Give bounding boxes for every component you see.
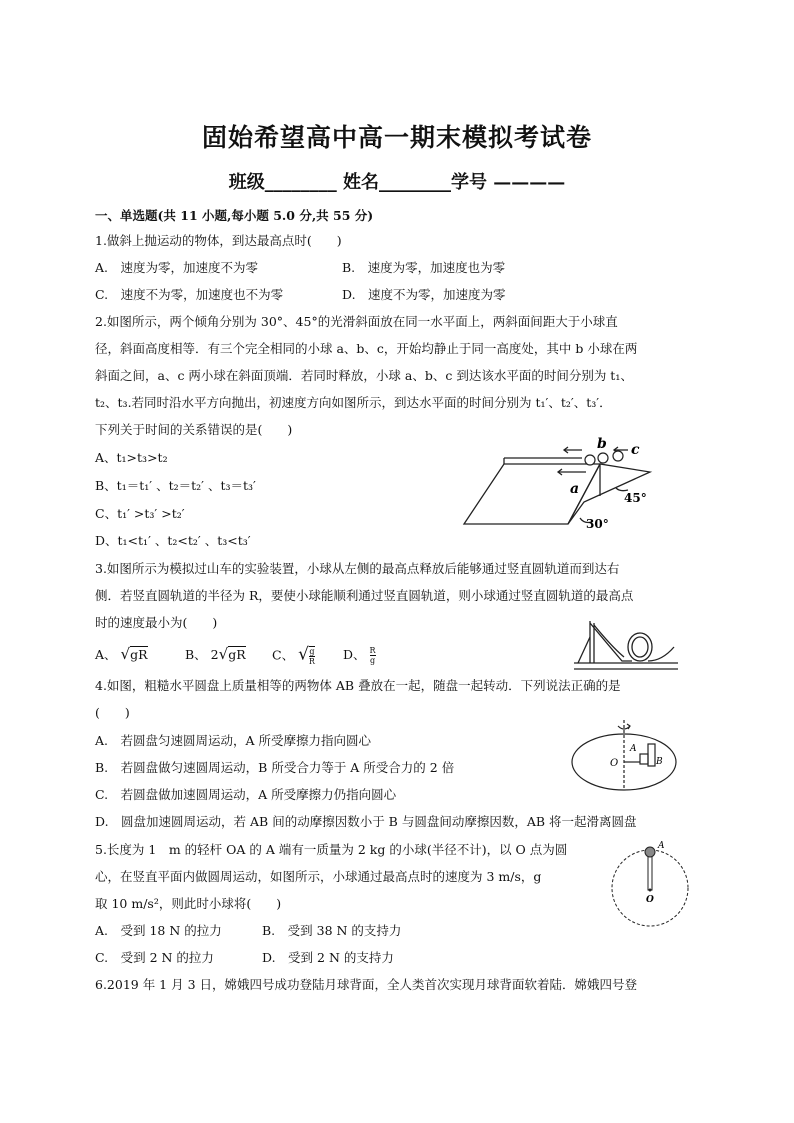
angle-30-label: 30° [586, 517, 609, 531]
q3-option-d [343, 646, 376, 665]
label-c: c [631, 442, 640, 458]
q2-inclines-figure [460, 436, 660, 532]
q3-option-d-den: g [369, 656, 376, 665]
q3-option-b [185, 646, 246, 663]
q2-option-b: B、t₁＝t₁′ 、t₂＝t₂′ 、t₃＝t₃′ [95, 478, 256, 493]
q3-loop-track-figure [570, 617, 682, 673]
angle-45-label: 45° [624, 491, 647, 505]
q3-option-a [95, 646, 148, 663]
label-a: A [630, 744, 637, 754]
label-b: b [597, 436, 607, 452]
q4-option-b: B. 若圆盘做匀速圆周运动，B 所受合力等于 A 所受合力的 2 倍 [95, 760, 455, 775]
q1-option-d: D. 速度不为零，加速度为零 [342, 287, 506, 302]
q3-option-c-label: C、 [272, 647, 295, 663]
label-a: a [570, 481, 580, 497]
label-a: A [658, 841, 665, 851]
q3-line-1: 3.如图所示为模拟过山车的实验装置，小球从左侧的最高点释放后能够通过竖直圆轨道而到达右 [95, 561, 620, 576]
label-b: B [656, 757, 663, 767]
q3-option-d-num: R [369, 646, 376, 655]
ball-c-icon [613, 451, 623, 461]
q2-option-a: A、t₁>t₃>t₂ [95, 450, 168, 465]
q3-option-c [272, 646, 315, 666]
q3-option-a-label: A、 [95, 647, 117, 662]
q2-line-4: t₂、t₃.若同时沿水平方向抛出，初速度方向如图所示，到达水平面的时间分别为 t₁′、t₂′、t₃′． [95, 395, 612, 410]
section-heading: 一、单选题(共 11 小题,每小题 5.0 分,共 55 分) [95, 208, 374, 223]
q5-option-b: B. 受到 38 N 的支持力 [262, 923, 402, 938]
q3-option-b-expr: gR [228, 647, 246, 662]
sqrt-icon: √ [298, 644, 309, 665]
q1-option-c: C. 速度不为零，加速度也不为零 [95, 287, 284, 302]
rod-icon [648, 856, 652, 890]
page-title: 固始希望高中高一期末模拟考试卷 [201, 123, 592, 152]
q1-option-a: A. 速度为零，加速度不为零 [95, 260, 259, 275]
ball-b-icon [598, 453, 608, 463]
sqrt-icon: √ [120, 645, 131, 663]
q4-option-a: A. 若圆盘匀速圆周运动，A 所受摩擦力指向圆心 [95, 733, 372, 748]
q4-line-2: ( ) [95, 705, 130, 720]
q3-option-a-expr: gR [130, 647, 148, 662]
q1-option-b: B. 速度为零，加速度也为零 [342, 260, 506, 275]
sqrt-icon: √ [218, 645, 229, 663]
q2-line-1: 2.如图所示，两个倾角分别为 30°、45°的光滑斜面放在同一水平面上，两斜面间距大于小球直 [95, 314, 618, 329]
student-info-line: 班级________ 姓名________学号 ———— [228, 172, 566, 193]
q2-option-d: D、t₁<t₁′ 、t₂<t₂′ 、t₃<t₃′ [95, 533, 251, 548]
q4-disk-figure [568, 718, 680, 794]
label-o: O [610, 758, 619, 769]
ball-icon [645, 847, 655, 857]
q3-option-c-den: R [308, 657, 315, 666]
q5-line-1: 5.长度为 1 m 的轻杆 OA 的 A 端有一质量为 2 kg 的小球(半径不计)，以 O 点为圆 [95, 842, 568, 857]
q2-option-c: C、t₁′ >t₃′ >t₂′ [95, 506, 185, 521]
q5-rod-circle-figure [604, 838, 700, 930]
q2-line-3: 斜面之间，a、c 两小球在斜面顶端．若同时释放，小球 a、b、c 到达该水平面的时间分别为 t₁、 [95, 368, 633, 383]
q3-option-c-num: g [309, 647, 315, 656]
ball-a-icon [585, 455, 595, 465]
label-o: O [646, 895, 654, 905]
q5-line-2: 心，在竖直平面内做圆周运动，如图所示，小球通过最高点时的速度为 3 m/s，g [95, 869, 542, 884]
q3-line-3: 时的速度最小为( ) [95, 615, 218, 630]
q3-option-b-label: B、 2 [185, 647, 219, 662]
q5-option-a: A. 受到 18 N 的拉力 [95, 923, 222, 938]
q3-option-d-label: D、 [343, 647, 366, 662]
q4-line-1: 4.如图，粗糙水平圆盘上质量相等的两物体 AB 叠放在一起，随盘一起转动．下列说法正确的是 [95, 678, 621, 693]
q5-option-c: C. 受到 2 N 的拉力 [95, 950, 214, 965]
q4-option-d: D. 圆盘加速圆周运动，若 AB 间的动摩擦因数小于 B 与圆盘间动摩擦因数，AB 将一起滑离圆盘 [95, 814, 637, 829]
q4-option-c: C. 若圆盘做加速圆周运动，A 所受摩擦力仍指向圆心 [95, 787, 397, 802]
q6-line-1: 6.2019 年 1 月 3 日，嫦娥四号成功登陆月球背面，全人类首次实现月球背面软着陆．嫦娥四号登 [95, 977, 638, 992]
q3-line-2: 侧．若竖直圆轨道的半径为 R，要使小球能顺利通过竖直圆轨道，则小球通过竖直圆轨道的最高点 [95, 588, 634, 603]
q2-line-5: 下列关于时间的关系错误的是( ) [95, 422, 293, 437]
q5-line-3: 取 10 m/s²，则此时小球将( ) [95, 896, 282, 911]
q2-line-2: 径，斜面高度相等．有三个完全相同的小球 a、b、c，开始均静止于同一高度处，其中 b 小球在两 [95, 341, 638, 356]
q5-option-d: D. 受到 2 N 的支持力 [262, 950, 394, 965]
q1-stem: 1.做斜上抛运动的物体，到达最高点时( ) [95, 233, 342, 248]
